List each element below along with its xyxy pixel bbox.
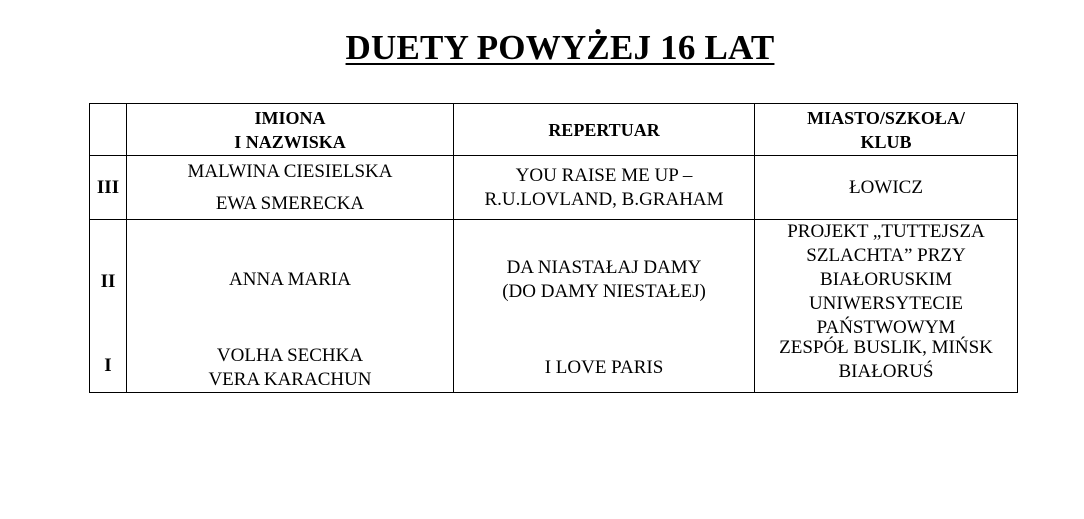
city-text: BIAŁORUŚ [838, 361, 934, 382]
city-text: SZLACHTA” PRZY [806, 245, 966, 266]
table-row-merged [90, 220, 1018, 393]
header-place [90, 104, 127, 156]
header-names-line-1: IMIONA [254, 107, 326, 128]
name-text: ANNA MARIA [229, 269, 351, 290]
name-text: VERA KARACHUN [208, 369, 372, 390]
repertoire-cell [454, 220, 755, 393]
header-city-line-1: MIASTO/SZKOŁA/ [807, 107, 965, 128]
city-group [755, 220, 1017, 340]
names-cell [127, 156, 454, 220]
table-row [90, 156, 1018, 220]
city-text: ZESPÓŁ BUSLIK, MIŃSK [779, 337, 993, 358]
place-cell: III [90, 156, 127, 220]
results-table [89, 103, 1018, 393]
header-names-line-2: I NAZWISKA [234, 131, 346, 152]
name-text: VOLHA SECHKA [216, 345, 364, 366]
city-text: PAŃSTWOWYM [816, 317, 956, 338]
place-text: II [100, 271, 116, 292]
repertoire-text: YOU RAISE ME UP – [515, 164, 693, 186]
city-text: BIAŁORUSKIM [820, 269, 952, 290]
repertoire-cell [454, 156, 755, 220]
header-names [127, 104, 454, 156]
city-cell: ŁOWICZ [755, 156, 1018, 220]
repertoire-group [454, 256, 754, 304]
page-title: DUETY POWYŻEJ 16 LAT [345, 28, 775, 67]
repertoire-text: I LOVE PARIS [544, 357, 664, 378]
name-text: EWA SMERECKA [215, 192, 365, 214]
place-cell [90, 220, 127, 393]
name-text: MALWINA CIESIELSKA [187, 160, 393, 182]
city-group [755, 336, 1017, 384]
names-group [127, 344, 453, 392]
names-cell [127, 220, 454, 393]
header-city [755, 104, 1018, 156]
repertoire-text: DA NIASTAŁAJ DAMY [506, 257, 702, 278]
repertoire-text: R.U.LOVLAND, B.GRAHAM [484, 188, 724, 210]
table-header-row [90, 104, 1018, 156]
place-text: I [104, 355, 112, 376]
city-cell [755, 220, 1018, 393]
header-city-line-2: KLUB [860, 131, 912, 152]
header-repertoire: REPERTUAR [454, 104, 755, 156]
city-text: PROJEKT „TUTTEJSZA [787, 221, 985, 242]
repertoire-text: (DO DAMY NIESTAŁEJ) [502, 281, 706, 302]
city-text: UNIWERSYTECIE [808, 293, 964, 314]
